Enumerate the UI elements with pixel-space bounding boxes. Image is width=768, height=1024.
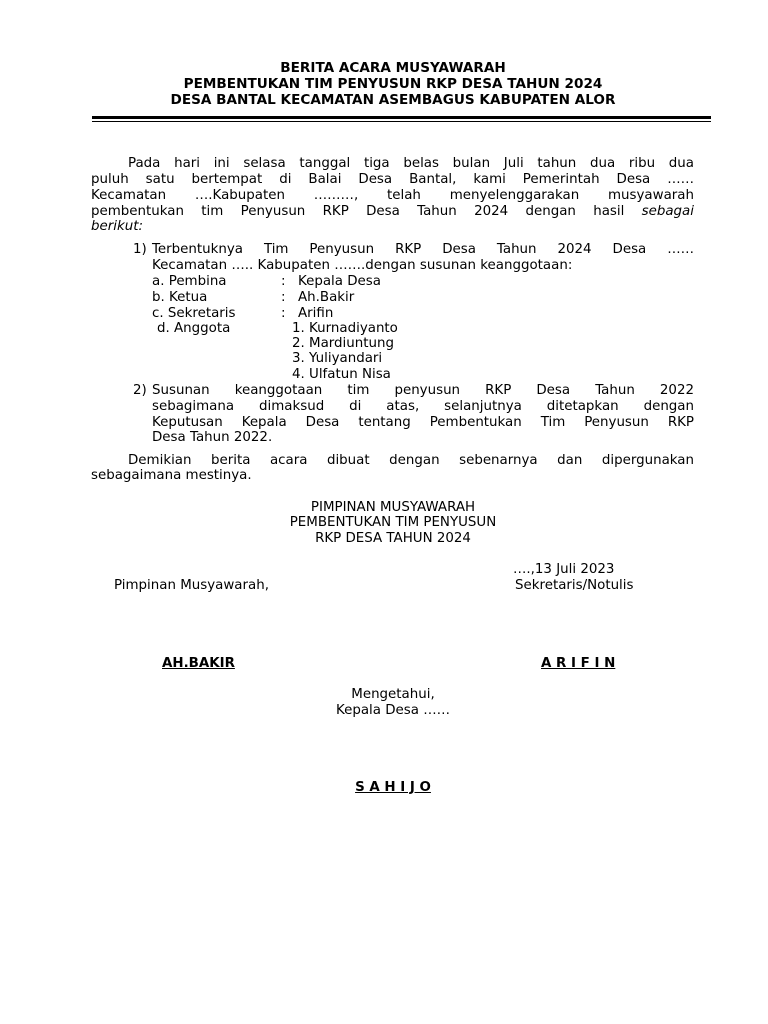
intro-line-2: puluh satu bertempat di Balai Desa Bantal, kami Pemerintah Desa …… [91,172,694,187]
intro-line-1: Pada hari ini selasa tanggal tiga belas bulan Juli tahun dua ribu dua [128,156,694,171]
item-2-line-3: Keputusan Kepala Desa tentang Pembentukan Tim Penyusun RKP [152,415,694,430]
left-signer-title: Pimpinan Musyawarah, [114,578,269,593]
signature-date: ….,13 Juli 2023 [513,562,615,577]
closing-line-1: Demikian berita acara dibuat dengan sebenarnya dan dipergunakan [128,453,694,468]
village-head-name: S A H I J O [355,780,431,795]
role-separator: : [281,290,286,305]
role-label: b. Ketua [152,290,208,305]
role-value: Kepala Desa [298,274,381,289]
leader-line-3: RKP DESA TAHUN 2024 [315,531,471,546]
approval-line-1: Mengetahui, [351,687,435,702]
intro-line-4 [91,204,694,220]
right-signer-name: A R I F I N [541,656,616,671]
intro-line-3: Kecamatan ….Kabupaten ………, telah menyelenggarakan musyawarah [91,188,694,203]
member-item: 4. Ulfatun Nisa [292,367,391,382]
item-2-line-4: Desa Tahun 2022. [152,430,273,445]
title-line-1: BERITA ACARA MUSYAWARAH [280,60,506,76]
role-label: a. Pembina [152,274,227,289]
left-signer-name: AH.BAKIR [162,656,235,671]
role-label: c. Sekretaris [152,306,236,321]
title-line-2: PEMBENTUKAN TIM PENYUSUN RKP DESA TAHUN 2024 [183,76,603,92]
member-item: 3. Yuliyandari [292,351,383,366]
header-rule-thin [92,121,711,122]
role-separator: : [281,306,286,321]
item-1-line-1: Terbentuknya Tim Penyusun RKP Desa Tahun 2024 Desa …… [152,242,694,257]
right-signer-title: Sekretaris/Notulis [515,578,634,593]
closing-line-2: sebagaimana mestinya. [91,468,252,483]
role-value: Arifin [298,306,334,321]
item-2-number: 2) [133,383,147,398]
item-2-line-2: sebagimana dimaksud di atas, selanjutnya ditetapkan dengan [152,399,694,414]
item-1-line-2: Kecamatan ….. Kabupaten …….dengan susunan keanggotaan: [152,258,573,273]
leader-line-2: PEMBENTUKAN TIM PENYUSUN [289,515,497,530]
anggota-label: d. Anggota [157,321,231,336]
intro-line-4-text: pembentukan tim Penyusun RKP Desa Tahun 2024 dengan hasil [91,204,642,219]
role-separator: : [281,274,286,289]
item-2-line-1: Susunan keanggotaan tim penyusun RKP Desa Tahun 2022 [152,383,694,398]
member-item: 2. Mardiuntung [292,336,394,351]
header-rule-thick [92,116,711,119]
approval-line-2: Kepala Desa …… [335,703,450,718]
intro-line-5: berikut: [91,219,143,234]
leader-line-1: PIMPINAN MUSYAWARAH [310,500,476,515]
title-line-3: DESA BANTAL KECAMATAN ASEMBAGUS KABUPATEN ALOR [170,92,616,108]
member-item: 1. Kurnadiyanto [292,321,398,336]
role-value: Ah.Bakir [298,290,355,305]
intro-line-4-italic: sebagai [641,204,694,219]
item-1-number: 1) [133,242,147,257]
